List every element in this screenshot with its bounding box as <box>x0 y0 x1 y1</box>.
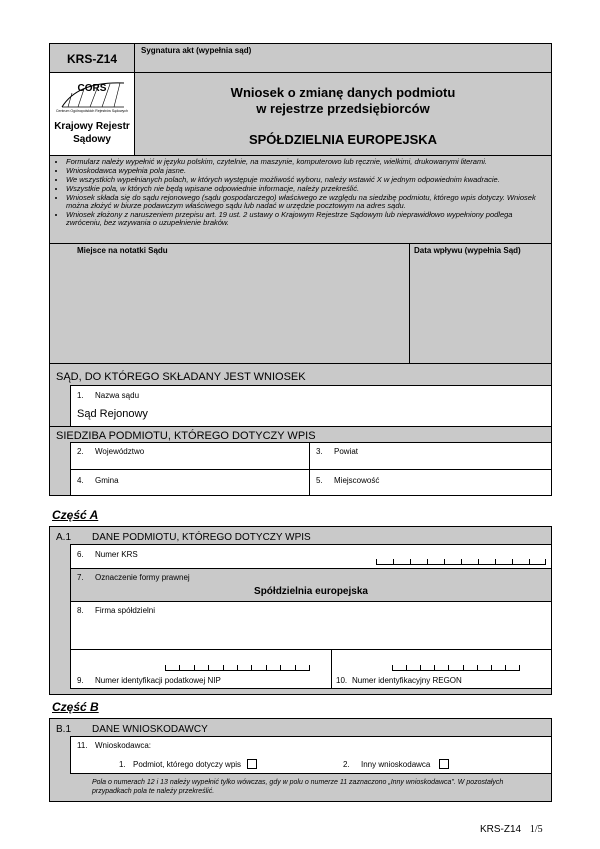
option-number: 1. <box>119 760 126 769</box>
legal-form-field <box>70 568 552 602</box>
registry-name-line1: Krajowy Rejestr <box>54 121 130 132</box>
county-field[interactable] <box>309 442 552 470</box>
nip-field[interactable] <box>70 649 332 689</box>
krs-number-field[interactable] <box>70 544 552 569</box>
instruction-item: • Formularz należy wypełnić w języku polskim, czytelnie, na maszynie, komputerowo lub ręcznie, wielkimi, drukowanymi literami. <box>66 158 547 166</box>
instruction-item: • Wszystkie pola, w których nie będą wpisane odpowiednie informacje, należy przekreślić. <box>66 185 547 193</box>
instruction-item: • Wniosek złożony z naruszeniem przepisu art. 19 ust. 2 ustawy o Krajowym Rejestrze Sądowym lub nieprawidłowo wypełniony podlega zwróceniu, bez wzywania o uzupełnienie braków. <box>66 211 547 227</box>
form-code: KRS-Z14 <box>66 52 117 66</box>
part-a-code: A.1 <box>56 532 72 543</box>
applicant-label: Wnioskodawca: <box>95 741 152 750</box>
regon-digit-boxes <box>392 665 520 671</box>
court-section-title: SĄD, DO KTÓREGO SKŁADANY JEST WNIOSEK <box>56 371 306 383</box>
field-number: 9. <box>77 676 84 685</box>
nip-digit-boxes <box>165 665 310 671</box>
field-number: 7. <box>77 573 84 582</box>
instruction-item: • Wniosek składa się do sądu rejonowego (sądu gospodarczego) właściwego ze względu na siedzibę podmiotu, którego wpis dotyczy. Wniosek można złożyć w biurze podawczym właściwego sądu lub nadać w urzędzie pocztowym na adres sądu. <box>66 194 547 210</box>
instruction-item: • Wnioskodawca wypełnia pola jasne. <box>66 167 547 175</box>
regon-label: Numer identyfikacyjny REGON <box>352 676 462 685</box>
option-applicant-entity-checkbox[interactable] <box>247 759 257 769</box>
part-b-note: Pola o numerach 12 i 13 należy wypełnić tylko wówczas, gdy w polu o numerze 11 zaznaczono „Inny wnioskodawca". W pozostałych przypadkach pola te należy przekreślić. <box>92 779 504 795</box>
krs-digit-boxes <box>376 559 546 565</box>
option-other-applicant-checkbox[interactable] <box>439 759 449 769</box>
applicant-field <box>70 736 552 774</box>
part-b-title: DANE WNIOSKODAWCY <box>92 724 208 735</box>
cooperative-name-field[interactable] <box>70 601 552 650</box>
locality-label: Miejscowość <box>334 476 380 485</box>
court-notes-box <box>49 243 410 364</box>
field-number: 8. <box>77 606 84 615</box>
footer-form-code: KRS-Z14 <box>480 824 522 835</box>
field-number: 10. <box>336 676 348 685</box>
court-name-field[interactable] <box>70 385 552 427</box>
voivodeship-field[interactable] <box>70 442 310 470</box>
signature-box <box>134 43 552 73</box>
form-title-line1: Wniosek o zmianę danych podmiotu <box>230 85 456 100</box>
logo-subtext: Centrum Ogólnopolskich Rejestrów Sądowych <box>56 109 128 113</box>
commune-label: Gmina <box>95 476 119 485</box>
field-number: 1. <box>77 391 84 400</box>
logo-text: CORS <box>77 83 107 94</box>
field-number: 6. <box>77 550 84 559</box>
legal-form-label: Oznaczenie formy prawnej <box>95 573 190 582</box>
receipt-date-box <box>409 243 552 364</box>
court-notes-label: Miejsce na notatki Sądu <box>77 246 168 255</box>
title-box <box>134 72 552 156</box>
form-subtitle: SPÓŁDZIELNIA EUROPEJSKA <box>248 132 438 147</box>
legal-form-value: Spółdzielnia europejska <box>254 586 368 597</box>
seat-section-title: SIEDZIBA PODMIOTU, KTÓREGO DOTYCZY WPIS <box>56 430 316 442</box>
nip-label: Numer identyfikacji podatkowej NIP <box>95 676 221 685</box>
voivodeship-label: Województwo <box>95 447 145 456</box>
field-number: 3. <box>316 447 323 456</box>
commune-field[interactable] <box>70 469 310 496</box>
instructions-list <box>50 156 551 227</box>
logo-box <box>49 72 135 156</box>
cooperative-name-label: Firma spółdzielni <box>95 606 156 615</box>
regon-field[interactable] <box>331 649 552 689</box>
part-a-title: DANE PODMIOTU, KTÓREGO DOTYCZY WPIS <box>92 532 311 543</box>
court-name-value: Sąd Rejonowy <box>77 408 148 420</box>
footer-page-number: 1/5 <box>529 824 543 835</box>
part-b-code: B.1 <box>56 724 72 735</box>
footer <box>480 824 543 835</box>
locality-field[interactable] <box>309 469 552 496</box>
form-title-line2: w rejestrze przedsiębiorców <box>256 101 430 116</box>
field-number: 4. <box>77 476 84 485</box>
registry-name-line2: Sądowy <box>73 134 111 145</box>
receipt-date-label: Data wpływu (wypełnia Sąd) <box>414 246 521 255</box>
krs-number-label: Numer KRS <box>95 550 138 559</box>
option-number: 2. <box>343 760 350 769</box>
court-name-label: Nazwa sądu <box>95 391 140 400</box>
option-other-applicant-label: Inny wnioskodawca <box>361 760 431 769</box>
form-code-box <box>49 43 135 73</box>
instructions-box <box>49 155 552 244</box>
part-a-heading: Część A <box>52 508 99 522</box>
instruction-item: • We wszystkich wypełnianych polach, w których występuje możliwość wyboru, należy wstawić X w jednym odpowiednim kwadracie. <box>66 176 547 184</box>
county-label: Powiat <box>334 447 359 456</box>
option-applicant-entity-label: Podmiot, którego dotyczy wpis <box>133 760 242 769</box>
signature-label: Sygnatura akt (wypełnia sąd) <box>141 46 252 55</box>
field-number: 11. <box>77 741 88 750</box>
field-number: 2. <box>77 447 84 456</box>
part-b-heading: Część B <box>52 700 99 714</box>
field-number: 5. <box>316 476 323 485</box>
